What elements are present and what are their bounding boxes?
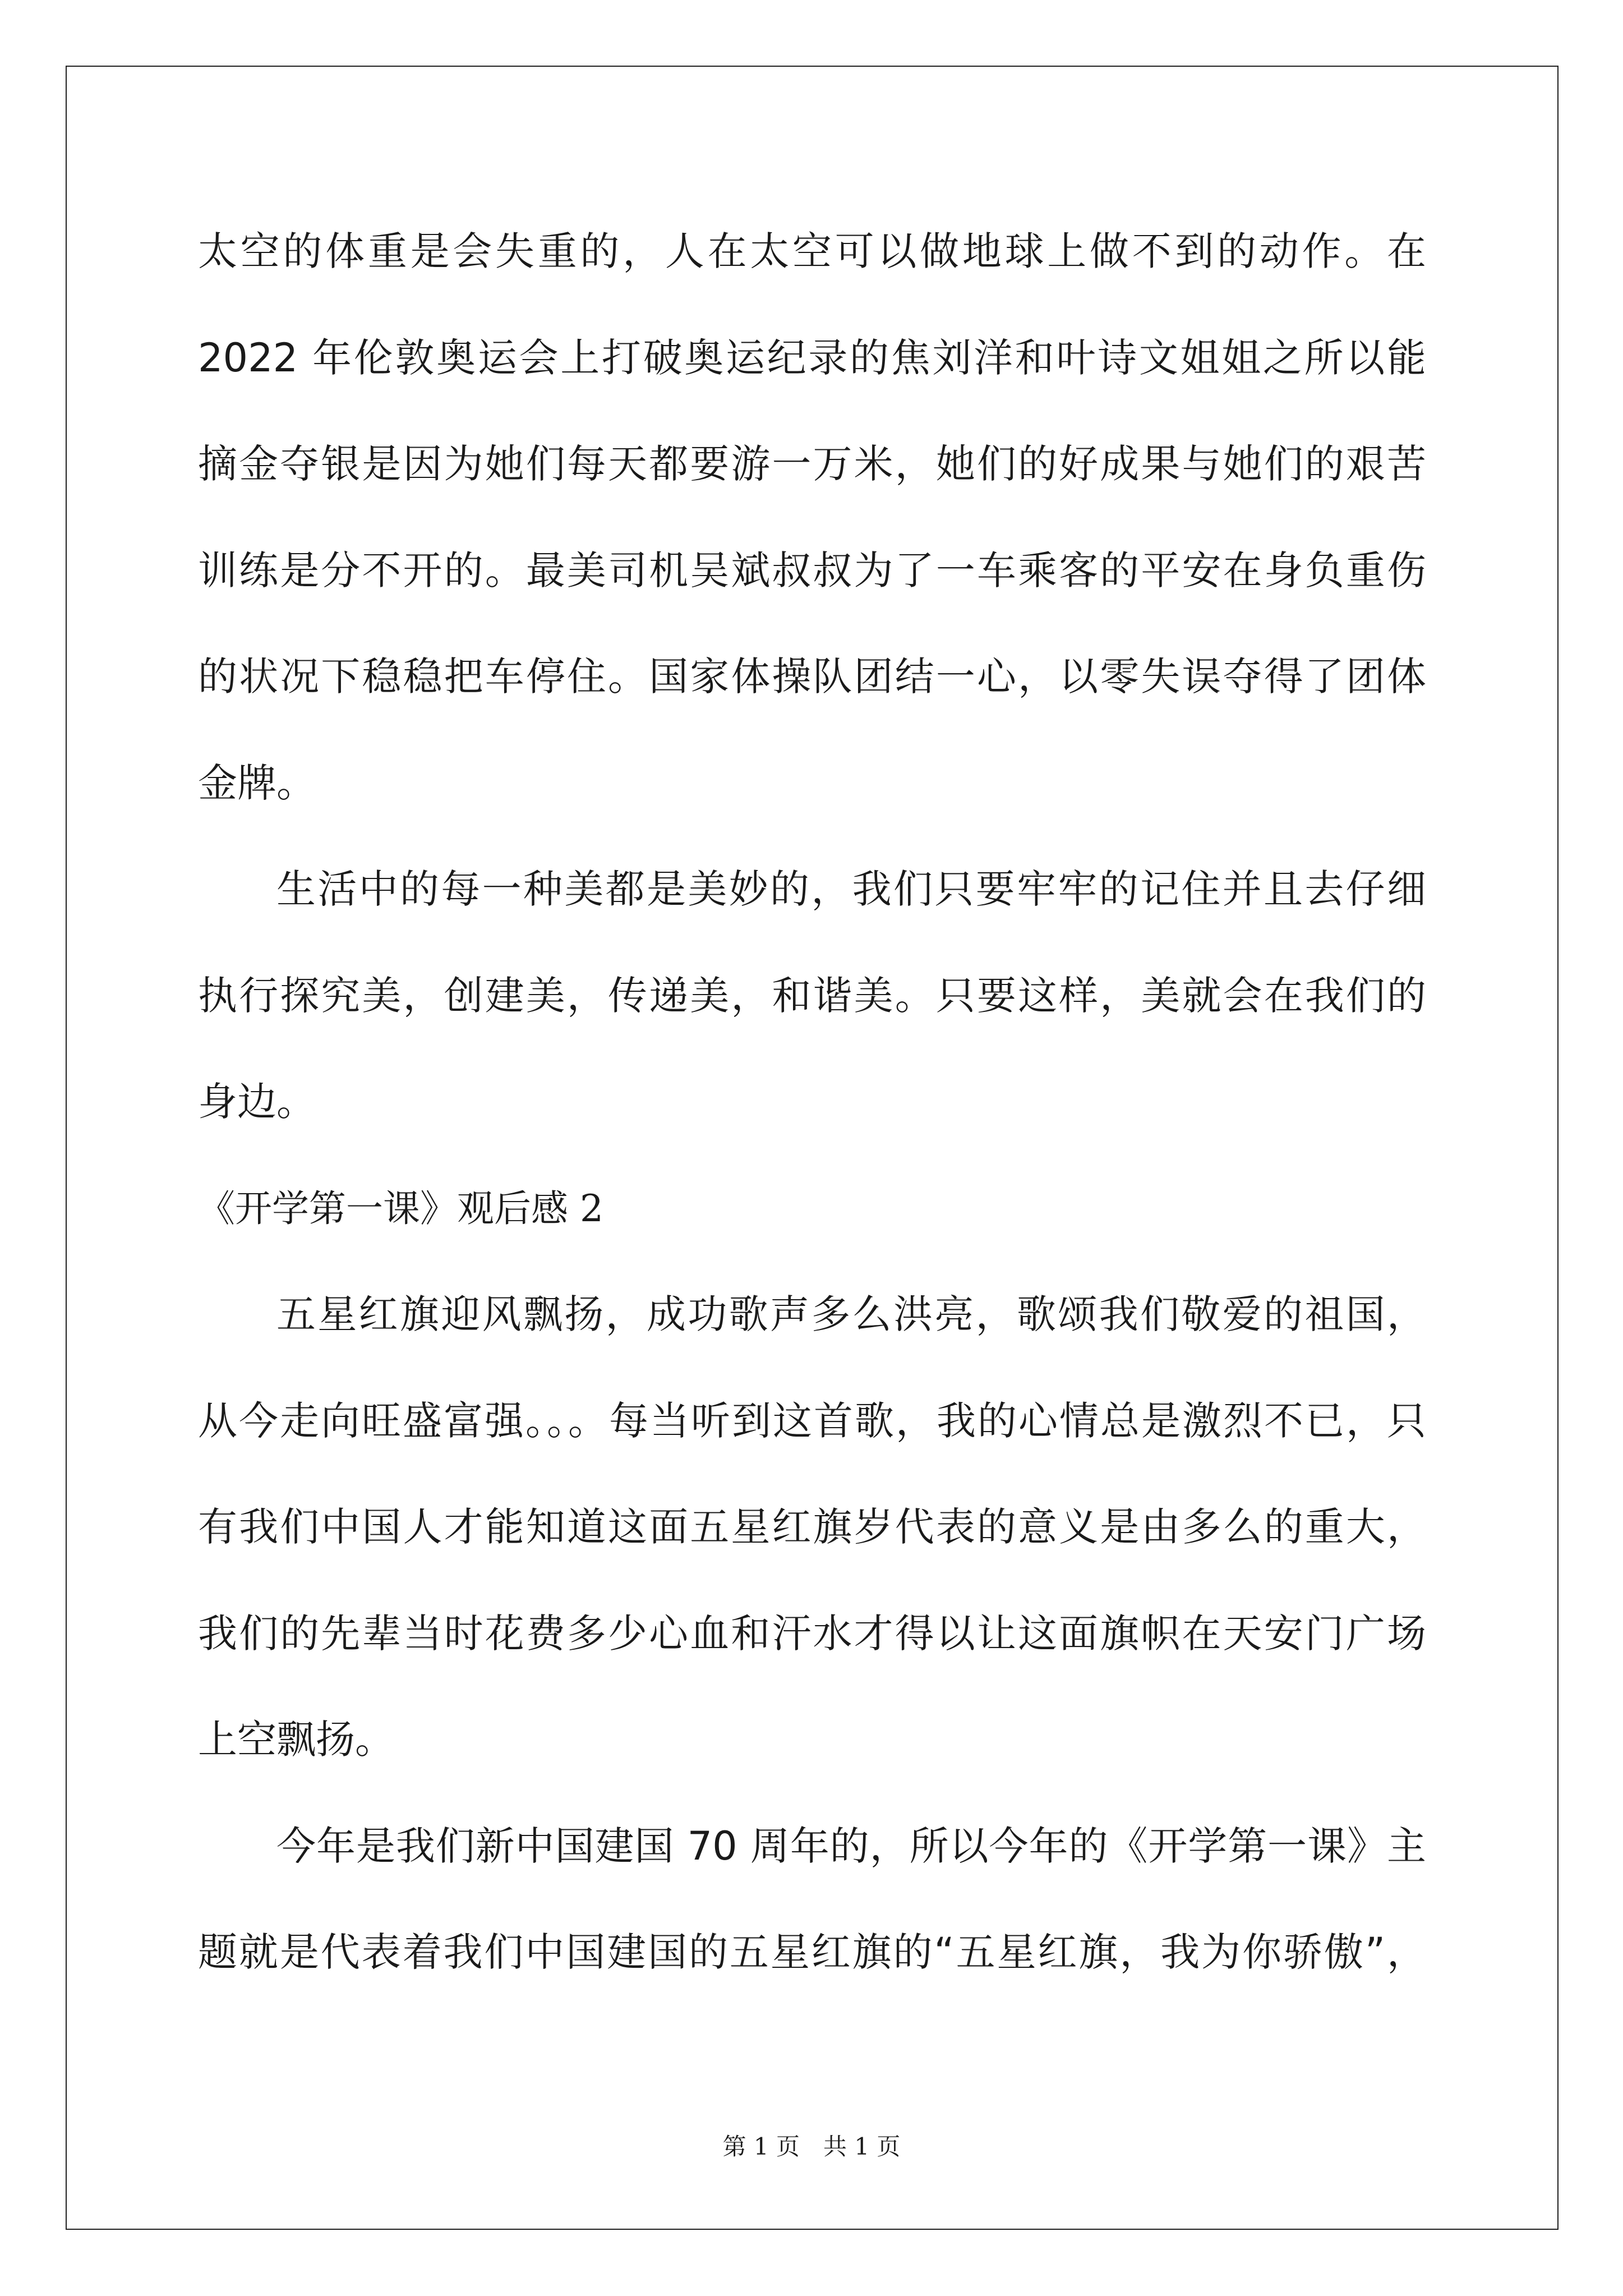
- text-line: 太空的体重是会失重的，人在太空可以做地球上做不到的动作。在: [198, 228, 1426, 274]
- text-line: 摘金夺银是因为她们每天都要游一万米，她们的好成果与她们的艰苦: [198, 441, 1426, 487]
- paragraph: [198, 1262, 1426, 1793]
- text-line: 从今走向旺盛富强。。。每当听到这首歌，我的心情总是激烈不已，只: [198, 1397, 1426, 1444]
- text-line: 有我们中国人才能知道这面五星红旗岁代表的意义是由多么的重大，: [198, 1504, 1426, 1550]
- text-line: 训练是分不开的。最美司机吴斌叔叔为了一车乘客的平安在身负重伤: [198, 547, 1426, 593]
- text-line: 生活中的每一种美都是美妙的，我们只要牢牢的记住并且去仔细: [276, 866, 1426, 912]
- paragraph: [198, 836, 1426, 1156]
- page-footer: 第 1 页 共 1 页: [722, 2133, 901, 2160]
- text-line: 身边。: [198, 1079, 316, 1125]
- document-body: [198, 199, 1426, 2006]
- text-line: 2022 年伦敦奥运会上打破奥运纪录的焦刘洋和叶诗文姐姐之所以能: [198, 334, 1426, 381]
- paragraph: [198, 1793, 1426, 2006]
- text-line: 上空飘扬。: [198, 1717, 394, 1763]
- text-line: 执行探究美，创建美，传递美，和谐美。只要这样，美就会在我们的: [198, 972, 1426, 1019]
- text-line: 五星红旗迎风飘扬，成功歌声多么洪亮，歌颂我们敬爱的祖国，: [276, 1291, 1426, 1337]
- text-line: 今年是我们新中国建国 70 周年的，所以今年的《开学第一课》主: [276, 1823, 1426, 1869]
- section-heading: 《开学第一课》观后感 2: [198, 1186, 603, 1230]
- paragraph: [198, 199, 1426, 836]
- text-line: 金牌。: [198, 760, 316, 806]
- text-line: 的状况下稳稳把车停住。国家体操队团结一心，以零失误夺得了团体: [198, 654, 1426, 700]
- text-line: 题就是代表着我们中国建国的五星红旗的“五星红旗，我为你骄傲”，: [198, 1929, 1426, 1975]
- text-line: 我们的先辈当时花费多少心血和汗水才得以让这面旗帜在天安门广场: [198, 1610, 1426, 1657]
